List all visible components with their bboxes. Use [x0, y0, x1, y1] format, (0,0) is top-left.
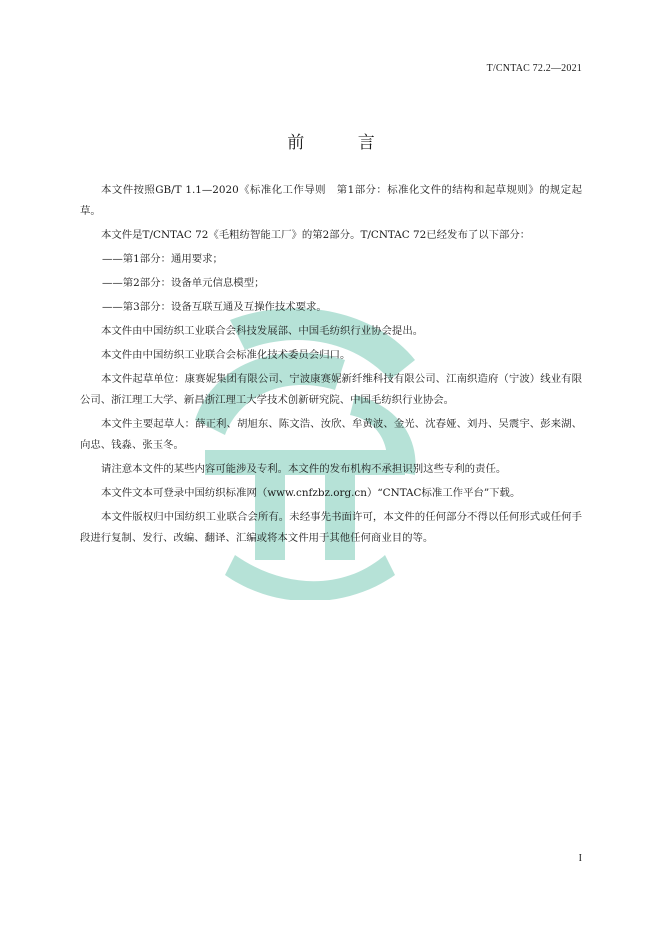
- paragraph: 本文件按照GB/T 1.1—2020《标准化工作导则 第1部分：标准化文件的结构和起草规则》的规定起草。: [80, 184, 582, 217]
- list-item: ——第1部分：通用要求；: [102, 253, 223, 265]
- paragraph: 请注意本文件的某些内容可能涉及专利。本文件的发布机构不承担识别这些专利的责任。: [101, 463, 507, 475]
- paragraph: 本文件文本可登录中国纺织标准网（www.cnfzbz.org.cn）“CNTAC标准工作平台”下载。: [101, 487, 521, 499]
- paragraph: 本文件主要起草人：薛正利、胡旭东、陈文浩、汝欣、牟黄波、金光、沈春娅、刘丹、吴震宇、彭来湖、向忠、钱淼、张玉冬。: [80, 418, 582, 451]
- page-title: 前 言: [287, 133, 399, 153]
- list-item: ——第3部分：设备互联互通及互操作技术要求。: [102, 301, 327, 313]
- paragraph: 本文件版权归中国纺织工业联合会所有。未经事先书面许可，本文件的任何部分不得以任何形式或任何手段进行复制、发行、改编、翻译、汇编或将本文件用于其他任何商业目的等。: [80, 511, 582, 544]
- foreword-body: [80, 180, 582, 552]
- paragraph: 本文件由中国纺织工业联合会科技发展部、中国毛纺织行业协会提出。: [101, 325, 424, 337]
- paragraph: 本文件起草单位：康赛妮集团有限公司、宁波康赛妮新纤维科技有限公司、江南织造府（宁波）线业有限公司、浙江理工大学、新昌浙江理工大学技术创新研究院、中国毛纺织行业协会。: [80, 373, 582, 406]
- list-item: ——第2部分：设备单元信息模型；: [102, 277, 265, 289]
- page-number: I: [578, 853, 582, 864]
- paragraph: 本文件是T/CNTAC 72《毛粗纺智能工厂》的第2部分。T/CNTAC 72已经发布了以下部分：: [101, 229, 531, 241]
- paragraph: 本文件由中国纺织工业联合会标准化技术委员会归口。: [101, 349, 351, 361]
- document-code: T/CNTAC 72.2—2021: [486, 63, 582, 74]
